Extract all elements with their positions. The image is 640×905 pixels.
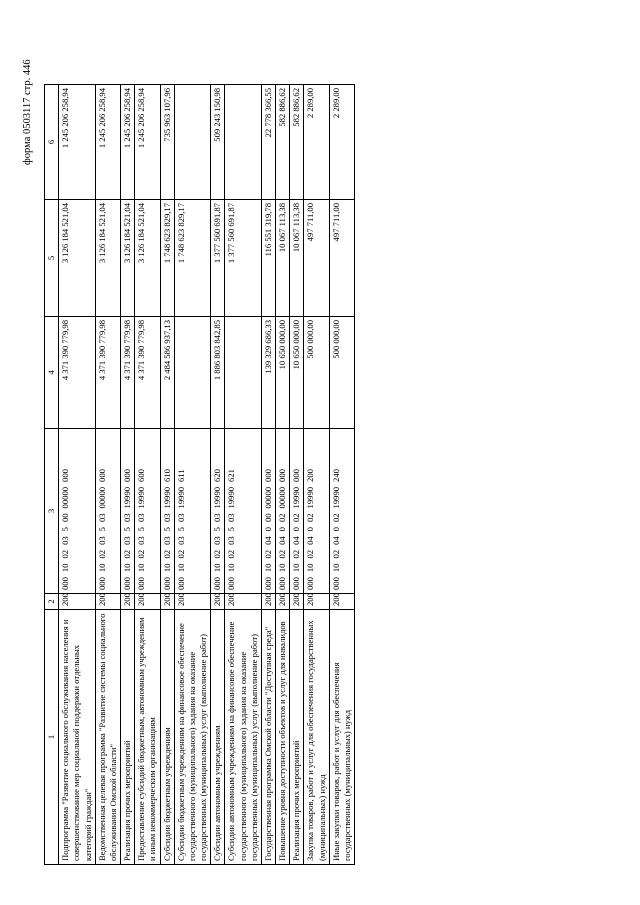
code-segment: 02: [161, 549, 172, 559]
row-approved-value: 10 650 000,00: [276, 317, 290, 429]
header-row: [45, 85, 59, 865]
column-header: 6: [45, 85, 59, 200]
code-segment: 0: [305, 527, 316, 532]
row-executed-value: 2 289,00: [304, 85, 329, 200]
code-segment: 02: [122, 549, 133, 559]
table-row: [135, 85, 160, 865]
code-segment: 04: [291, 536, 302, 545]
row-limits-value: 1 377 560 691,87: [225, 200, 262, 317]
row-executed-value: [174, 85, 211, 200]
code-segment: 02: [96, 549, 107, 559]
row-line-code: 200: [211, 594, 225, 610]
row-name: Ведомственная целевая программа "Развитие системы социального обслуживания Омской области": [95, 610, 120, 865]
row-line-code: 200: [135, 594, 160, 610]
row-executed-value: 582 886,62: [276, 85, 290, 200]
code-segment: 02: [291, 549, 302, 559]
code-segment: 000: [122, 469, 133, 482]
code-segment: 02: [136, 549, 147, 559]
code-segment: 10: [136, 563, 147, 573]
code-segment: 03: [175, 513, 186, 523]
row-approved-value: 4 371 390 779,98: [121, 317, 135, 429]
code-segment: 02: [330, 513, 341, 523]
code-segment: 10: [226, 563, 237, 573]
row-approved-value: [174, 317, 211, 429]
report-body: [59, 85, 355, 865]
code-segment: 19990: [305, 486, 316, 509]
code-segment: 03: [226, 536, 237, 545]
row-budget-code: [160, 429, 174, 594]
code-segment: 03: [96, 536, 107, 545]
row-name: Иные закупки товаров, работ и услуг для обеспечения государственных (муниципальных) нужд: [329, 610, 354, 865]
code-segment: 000: [262, 577, 273, 590]
code-segment: 000: [60, 577, 71, 590]
row-line-code: 200: [329, 594, 354, 610]
row-approved-value: 4 371 390 779,98: [95, 317, 120, 429]
row-approved-value: [225, 317, 262, 429]
table-row: [95, 85, 120, 865]
code-segment: 02: [212, 549, 223, 559]
code-segment: 0: [330, 527, 341, 532]
row-budget-code: [225, 429, 262, 594]
code-segment: 10: [161, 563, 172, 573]
row-approved-value: 4 371 390 779,98: [59, 317, 96, 429]
code-segment: 10: [122, 563, 133, 573]
code-segment: 04: [277, 536, 288, 545]
code-segment: 02: [175, 549, 186, 559]
row-name: Закупка товаров, работ и услуг для обеспечения государственных (муниципальных) нужд: [304, 610, 329, 865]
row-approved-value: 4 371 390 779,98: [135, 317, 160, 429]
code-segment: 0: [291, 527, 302, 532]
code-segment: 5: [161, 527, 172, 532]
row-approved-value: 2 484 586 937,13: [160, 317, 174, 429]
code-segment: 02: [305, 513, 316, 523]
row-line-code: 200: [95, 594, 120, 610]
row-line-code: 200: [261, 594, 275, 610]
row-limits-value: 10 067 113,38: [276, 200, 290, 317]
row-budget-code: [95, 429, 120, 594]
code-segment: 5: [136, 527, 147, 532]
row-name: Субсидии бюджетным учреждениям: [160, 610, 174, 865]
code-segment: 02: [277, 549, 288, 559]
code-segment: 000: [96, 577, 107, 590]
row-name: Субсидии бюджетным учреждениям на финансовое обеспечение государственного (муниципального) задания на оказание государственных (муниципальных) услуг (выполнение работ): [174, 610, 211, 865]
table-row: [225, 85, 262, 865]
code-segment: 10: [262, 563, 273, 573]
row-executed-value: 1 245 206 258,94: [121, 85, 135, 200]
table-row: [329, 85, 354, 865]
row-budget-code: [261, 429, 275, 594]
code-segment: 10: [60, 563, 71, 573]
code-segment: 000: [161, 577, 172, 590]
row-name: Предоставление субсидий бюджетным, автономным учреждениям и иным некоммерческим организациям: [135, 610, 160, 865]
row-name: Субсидии автономным учреждениям на финансовое обеспечение государственного (муниципального) задания на оказание государственных (муниципальных) услуг (выполнение работ): [225, 610, 262, 865]
code-segment: 5: [226, 527, 237, 532]
column-header: 5: [45, 200, 59, 317]
row-line-code: 200: [160, 594, 174, 610]
code-segment: 03: [175, 536, 186, 545]
code-segment: 19990: [175, 486, 186, 509]
code-segment: 19990: [136, 486, 147, 509]
row-executed-value: 22 778 366,55: [261, 85, 275, 200]
code-segment: 00000: [277, 486, 288, 509]
row-limits-value: 1 748 623 829,17: [160, 200, 174, 317]
code-segment: 10: [330, 563, 341, 573]
code-segment: 03: [136, 536, 147, 545]
row-limits-value: 3 126 184 521,04: [135, 200, 160, 317]
code-segment: 000: [136, 577, 147, 590]
row-name: Субсидии автономным учреждениям: [211, 610, 225, 865]
row-name: Подпрограмма "Развитие социального обслуживания населения и совершенствование мер социальной поддержки отдельных категорий граждан": [59, 610, 96, 865]
row-limits-value: 116 551 319,78: [261, 200, 275, 317]
code-segment: 000: [212, 577, 223, 590]
row-approved-value: 500 000,00: [329, 317, 354, 429]
code-segment: 0: [262, 527, 273, 532]
code-segment: 03: [136, 513, 147, 523]
row-executed-value: [225, 85, 262, 200]
code-segment: 000: [291, 577, 302, 590]
row-line-code: 200: [59, 594, 96, 610]
row-line-code: 200: [121, 594, 135, 610]
code-segment: 10: [291, 563, 302, 573]
code-segment: 10: [305, 563, 316, 573]
code-segment: 19990: [161, 486, 172, 509]
code-segment: 000: [60, 469, 71, 482]
code-segment: 19990: [212, 486, 223, 509]
row-approved-value: 1 886 803 842,85: [211, 317, 225, 429]
code-segment: 03: [60, 536, 71, 545]
table-row: [121, 85, 135, 865]
code-segment: 02: [226, 549, 237, 559]
code-segment: 00: [60, 513, 71, 523]
row-budget-code: [304, 429, 329, 594]
row-name: Государственная программа Омской области "Доступная среда": [261, 610, 275, 865]
code-segment: 000: [262, 469, 273, 482]
column-header: 3: [45, 429, 59, 594]
row-approved-value: 500 000,00: [304, 317, 329, 429]
code-segment: 03: [226, 513, 237, 523]
row-budget-code: [135, 429, 160, 594]
code-segment: 621: [226, 469, 237, 482]
table-row: [174, 85, 211, 865]
code-segment: 10: [96, 563, 107, 573]
row-budget-code: [174, 429, 211, 594]
code-segment: 000: [277, 469, 288, 482]
code-segment: 240: [330, 469, 341, 482]
code-segment: 03: [212, 536, 223, 545]
code-segment: 19990: [122, 486, 133, 509]
code-segment: 04: [330, 536, 341, 545]
code-segment: 02: [330, 549, 341, 559]
code-segment: 19990: [226, 486, 237, 509]
row-budget-code: [329, 429, 354, 594]
code-segment: 02: [262, 549, 273, 559]
report-table: [44, 84, 355, 865]
row-executed-value: 582 886,62: [290, 85, 304, 200]
table-row: [276, 85, 290, 865]
table-row: [211, 85, 225, 865]
code-segment: 000: [291, 469, 302, 482]
row-budget-code: [121, 429, 135, 594]
row-limits-value: 3 126 184 521,04: [95, 200, 120, 317]
code-segment: 00000: [262, 486, 273, 509]
row-executed-value: 1 245 206 258,94: [135, 85, 160, 200]
code-segment: 000: [305, 577, 316, 590]
column-header: 1: [45, 610, 59, 865]
code-segment: 611: [175, 469, 186, 482]
code-segment: 00000: [96, 486, 107, 509]
code-segment: 03: [161, 513, 172, 523]
row-line-code: 200: [304, 594, 329, 610]
code-segment: 600: [136, 469, 147, 482]
row-name: Реализация прочих мероприятий: [121, 610, 135, 865]
code-segment: 02: [305, 549, 316, 559]
code-segment: 620: [212, 469, 223, 482]
code-segment: 5: [175, 527, 186, 532]
row-budget-code: [59, 429, 96, 594]
column-header: 4: [45, 317, 59, 429]
code-segment: 5: [212, 527, 223, 532]
row-line-code: 200: [290, 594, 304, 610]
row-approved-value: 10 650 000,00: [290, 317, 304, 429]
table-row: [304, 85, 329, 865]
code-segment: 02: [291, 513, 302, 523]
code-segment: 00000: [60, 486, 71, 509]
row-budget-code: [276, 429, 290, 594]
code-segment: 10: [175, 563, 186, 573]
code-segment: 03: [161, 536, 172, 545]
row-budget-code: [211, 429, 225, 594]
table-row: [290, 85, 304, 865]
row-name: Реализация прочих мероприятий: [290, 610, 304, 865]
row-executed-value: 509 243 150,98: [211, 85, 225, 200]
code-segment: 000: [226, 577, 237, 590]
row-approved-value: 139 329 686,33: [261, 317, 275, 429]
row-executed-value: 735 963 107,96: [160, 85, 174, 200]
table-row: [261, 85, 275, 865]
code-segment: 0: [277, 527, 288, 532]
row-limits-value: 1 748 623 829,17: [174, 200, 211, 317]
row-limits-value: 497 711,00: [329, 200, 354, 317]
code-segment: 03: [122, 513, 133, 523]
code-segment: 000: [122, 577, 133, 590]
row-executed-value: 1 245 206 258,94: [59, 85, 96, 200]
code-segment: 5: [60, 527, 71, 532]
code-segment: 02: [60, 549, 71, 559]
code-segment: 10: [212, 563, 223, 573]
code-segment: 000: [330, 577, 341, 590]
code-segment: 04: [262, 536, 273, 545]
code-segment: 19990: [291, 486, 302, 509]
code-segment: 610: [161, 469, 172, 482]
row-line-code: 200: [225, 594, 262, 610]
code-segment: 000: [277, 577, 288, 590]
code-segment: 10: [277, 563, 288, 573]
row-limits-value: 497 711,00: [304, 200, 329, 317]
code-segment: 19990: [330, 486, 341, 509]
row-limits-value: 10 067 113,38: [290, 200, 304, 317]
row-line-code: 200: [174, 594, 211, 610]
code-segment: 00: [262, 513, 273, 523]
row-executed-value: 1 245 206 258,94: [95, 85, 120, 200]
row-executed-value: 2 289,00: [329, 85, 354, 200]
table-row: [59, 85, 96, 865]
code-segment: 04: [305, 536, 316, 545]
row-limits-value: 1 377 560 691,87: [211, 200, 225, 317]
row-limits-value: 3 126 184 521,04: [121, 200, 135, 317]
column-header: 2: [45, 594, 59, 610]
code-segment: 03: [212, 513, 223, 523]
code-segment: 5: [96, 527, 107, 532]
code-segment: 02: [277, 513, 288, 523]
row-limits-value: 3 126 184 521,04: [59, 200, 96, 317]
table-row: [160, 85, 174, 865]
code-segment: 000: [96, 469, 107, 482]
code-segment: 200: [305, 469, 316, 482]
form-label: форма 0503117 стр. 446: [22, 59, 33, 165]
code-segment: 000: [175, 577, 186, 590]
row-line-code: 200: [276, 594, 290, 610]
code-segment: 03: [122, 536, 133, 545]
row-budget-code: [290, 429, 304, 594]
code-segment: 5: [122, 527, 133, 532]
code-segment: 03: [96, 513, 107, 523]
row-name: Повышение уровня доступности объектов и услуг для инвалидов: [276, 610, 290, 865]
